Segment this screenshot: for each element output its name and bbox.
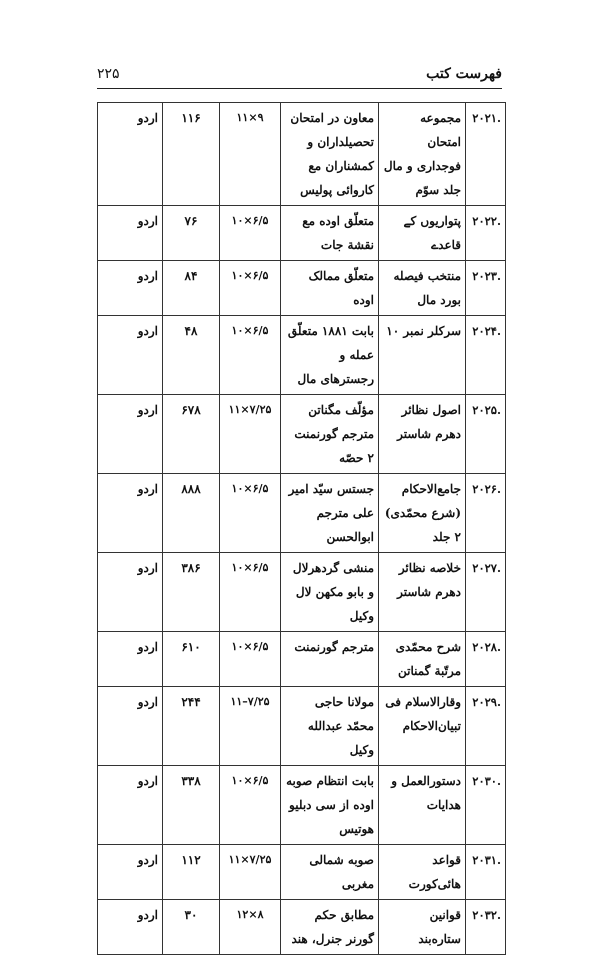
book-catalog-table <box>97 102 506 955</box>
page-count-cell: ۱۱۲ <box>163 845 220 900</box>
author-details-cell: بابت ۱۸۸۱ متعلّق عمله و رجسترهای مال <box>281 316 379 395</box>
book-size-cell: ۹×۱۱ <box>220 103 281 206</box>
entry-number-cell: .۲۰۳۰ <box>466 766 506 845</box>
author-details-cell: جستس سیّد امیر علی مترجم ابوالحسن <box>281 474 379 553</box>
book-size-cell: ۶/۵×۱۰ <box>220 316 281 395</box>
page-count-cell: ۸۴ <box>163 261 220 316</box>
page-count-cell: ۷۶ <box>163 206 220 261</box>
author-details-cell: مترجم گورنمنت <box>281 632 379 687</box>
table-row <box>98 687 506 766</box>
entry-number-cell: .۲۰۲۸ <box>466 632 506 687</box>
book-size-cell: ۶/۵×۱۰ <box>220 261 281 316</box>
page-count-cell: ۳۸۶ <box>163 553 220 632</box>
book-title-cell: سرکلر نمبر ۱۰ <box>379 316 466 395</box>
entry-number-cell: .۲۰۲۶ <box>466 474 506 553</box>
book-size-cell: ۶/۵×۱۰ <box>220 766 281 845</box>
book-size-cell: ۷/۲۵×۱۱ <box>220 845 281 900</box>
language-cell: اردو <box>98 206 163 261</box>
page-count-cell: ۱۱۶ <box>163 103 220 206</box>
page-count-cell: ۲۴۴ <box>163 687 220 766</box>
book-title-cell: پتواریوں کے قاعدے <box>379 206 466 261</box>
book-size-cell: ۷/۲۵–۱۱ <box>220 687 281 766</box>
table-row <box>98 316 506 395</box>
language-cell: اردو <box>98 687 163 766</box>
author-details-cell: بابت انتظام صوبه اوده از سی دبلیو هوتیس <box>281 766 379 845</box>
entry-number-cell: .۲۰۲۵ <box>466 395 506 474</box>
language-cell: اردو <box>98 845 163 900</box>
page-count-cell: ۳۳۸ <box>163 766 220 845</box>
book-title-cell: اصول نظائر دهرم شاستر <box>379 395 466 474</box>
table-row <box>98 632 506 687</box>
author-details-cell: مولانا حاجی محمّد عبدالله وکیل <box>281 687 379 766</box>
header-rule <box>97 88 502 89</box>
book-title-cell: جامع‌الاحکام (شرع محمّدی) ۲ جلد <box>379 474 466 553</box>
language-cell: اردو <box>98 395 163 474</box>
author-details-cell: متعلّق اوده مع نقشة جات <box>281 206 379 261</box>
table-row <box>98 900 506 955</box>
table-row <box>98 103 506 206</box>
book-size-cell: ۶/۵×۱۰ <box>220 206 281 261</box>
book-title-cell: قواعد هائی‌کورت <box>379 845 466 900</box>
book-size-cell: ۶/۵×۱۰ <box>220 553 281 632</box>
entry-number-cell: .۲۰۳۲ <box>466 900 506 955</box>
page-number: ۲۲۵ <box>97 66 120 82</box>
table-row <box>98 845 506 900</box>
book-size-cell: ۶/۵×۱۰ <box>220 632 281 687</box>
author-details-cell: متعلّق ممالک اوده <box>281 261 379 316</box>
book-size-cell: ۷/۲۵×۱۱ <box>220 395 281 474</box>
entry-number-cell: .۲۰۲۳ <box>466 261 506 316</box>
header-title: فهرست کتب <box>426 66 502 82</box>
entry-number-cell: .۲۰۲۹ <box>466 687 506 766</box>
page-count-cell: ۸۸۸ <box>163 474 220 553</box>
page-count-cell: ۶۷۸ <box>163 395 220 474</box>
book-title-cell: وقارالاسلام فی تبیان‌الاحکام <box>379 687 466 766</box>
table-row <box>98 261 506 316</box>
book-title-cell: منتخب فیصله بورد مال <box>379 261 466 316</box>
table-row <box>98 474 506 553</box>
book-title-cell: دستورالعمل و هدایات <box>379 766 466 845</box>
entry-number-cell: .۲۰۳۱ <box>466 845 506 900</box>
table-row <box>98 206 506 261</box>
running-head <box>97 62 502 86</box>
language-cell: اردو <box>98 553 163 632</box>
book-title-cell: مجموعه امتحان فوجداری و مال جلد سوّم <box>379 103 466 206</box>
page-count-cell: ۴۸ <box>163 316 220 395</box>
language-cell: اردو <box>98 900 163 955</box>
entry-number-cell: .۲۰۲۲ <box>466 206 506 261</box>
author-details-cell: منشی گردهرلال و بابو مکهن لال وکیل <box>281 553 379 632</box>
entry-number-cell: .۲۰۲۱ <box>466 103 506 206</box>
language-cell: اردو <box>98 261 163 316</box>
entry-number-cell: .۲۰۲۷ <box>466 553 506 632</box>
author-details-cell: مطابق حکم گورنر جنرل، هند <box>281 900 379 955</box>
author-details-cell: صوبه شمالی مغربی <box>281 845 379 900</box>
table-row <box>98 766 506 845</box>
language-cell: اردو <box>98 632 163 687</box>
page-count-cell: ۶۱۰ <box>163 632 220 687</box>
book-title-cell: شرح محمّدی مرتّبة گمناتن <box>379 632 466 687</box>
entry-number-cell: .۲۰۲۴ <box>466 316 506 395</box>
language-cell: اردو <box>98 474 163 553</box>
language-cell: اردو <box>98 103 163 206</box>
table-row <box>98 553 506 632</box>
book-title-cell: خلاصه نظائر دهرم شاستر <box>379 553 466 632</box>
book-title-cell: قوانین ستاره‌بند <box>379 900 466 955</box>
book-size-cell: ۸×۱۲ <box>220 900 281 955</box>
page-count-cell: ۳۰ <box>163 900 220 955</box>
book-size-cell: ۶/۵×۱۰ <box>220 474 281 553</box>
language-cell: اردو <box>98 766 163 845</box>
author-details-cell: معاون در امتحان تحصیلداران و کمشناران مع کاروائی پولیس <box>281 103 379 206</box>
table-row <box>98 395 506 474</box>
language-cell: اردو <box>98 316 163 395</box>
author-details-cell: مؤلّف مگناتن مترجم گورنمنت ۲ حصّه <box>281 395 379 474</box>
